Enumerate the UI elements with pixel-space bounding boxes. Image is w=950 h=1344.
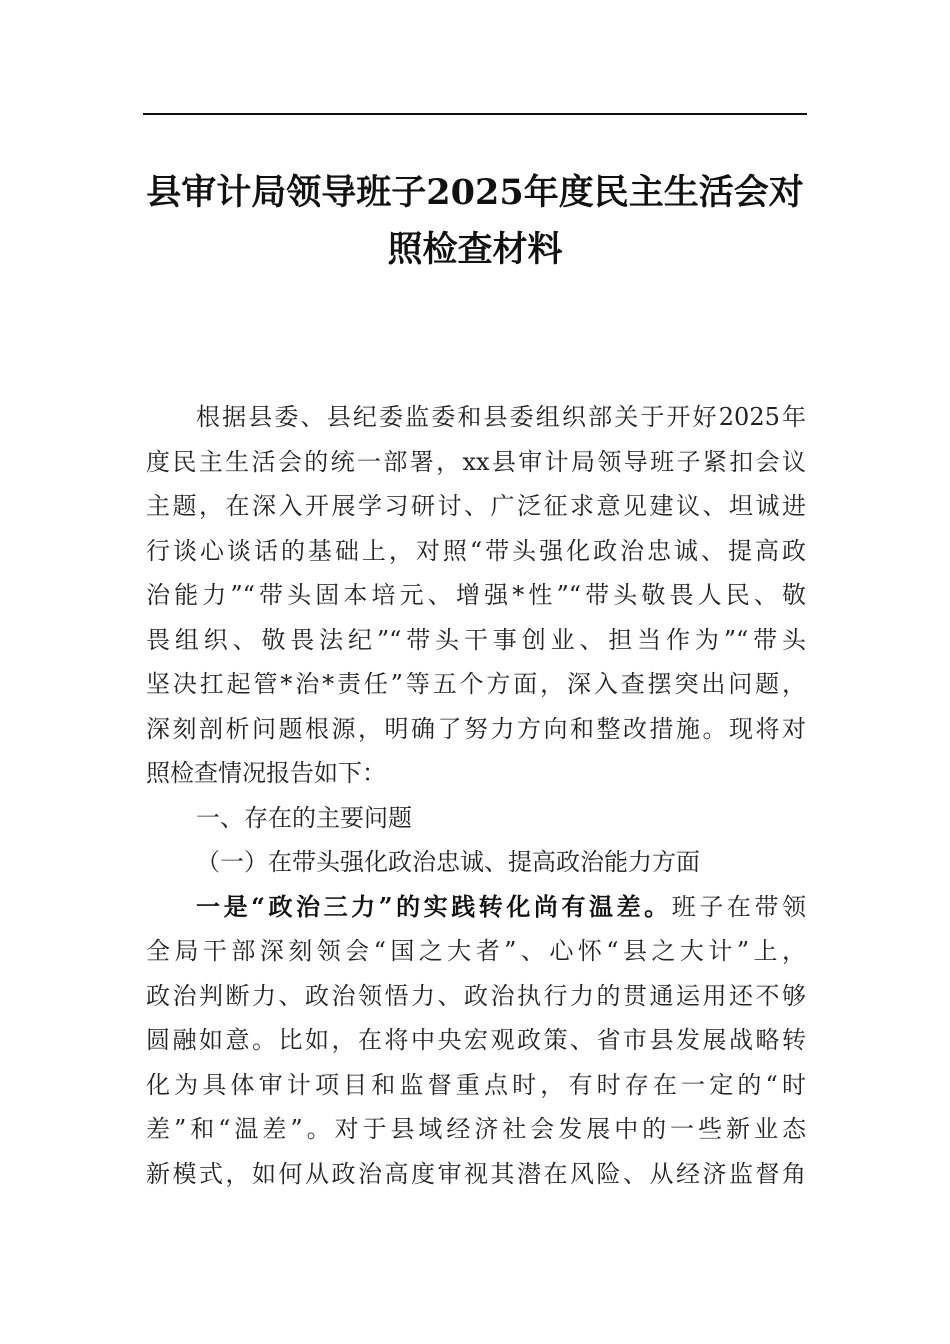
point-lead: 一是“政治三力”的实践转化尚有温差。: [196, 891, 672, 921]
document-title: [100, 164, 850, 278]
paragraph-line: 行谈心谈话的基础上，对照“带头强化政治忠诚、提高政: [146, 536, 806, 565]
paragraph-line: 政治判断力、政治领悟力、政治执行力的贯通运用还不够: [146, 981, 806, 1010]
paragraph-line: 根据县委、县纪委监委和县委组织部关于开好2025年: [196, 403, 806, 431]
paragraph-line: 畏组织、敬畏法纪”“带头干事创业、担当作为”“带头: [146, 625, 806, 654]
point-lead-rest: 班子在带领: [671, 892, 807, 921]
paragraph-line: 差”和“温差”。对于县域经济社会发展中的一些新业态: [146, 1115, 806, 1143]
paragraph-line: 主题，在深入开展学习研讨、广泛征求意见建议、坦诚进: [146, 492, 806, 520]
paragraph-line: 治能力”“带头固本培元、增强*性”“带头敬畏人民、敬: [146, 581, 806, 609]
paragraph-line: 坚决扛起管*治*责任”等五个方面，深入查摆突出问题，: [146, 670, 806, 698]
paragraph-line: 全局干部深刻领会“国之大者”、心怀“县之大计”上，: [146, 937, 806, 965]
paragraph-line: 圆融如意。比如，在将中央宏观政策、省市县发展战略转: [146, 1026, 806, 1054]
paragraph-line: 度民主生活会的统一部署，xx县审计局领导班子紧扣会议: [146, 447, 806, 476]
top-rule: [143, 113, 807, 115]
paragraph-line: 照检查情况报告如下：: [146, 759, 386, 787]
subsection-heading: （一）在带头强化政治忠诚、提高政治能力方面: [196, 848, 700, 876]
document-body: [146, 395, 806, 1196]
title-line-2: 照检查材料: [387, 229, 563, 270]
point-first-line: [146, 885, 806, 930]
paragraph-line: 新模式，如何从政治高度审视其潜在风险、从经济监督角: [146, 1159, 806, 1188]
paragraph-line: 化为具体审计项目和监督重点时，有时存在一定的“时: [146, 1070, 806, 1099]
section-heading: 一、存在的主要问题: [196, 803, 412, 832]
paragraph-line: 深刻剖析问题根源，明确了努力方向和整改措施。现将对: [146, 714, 806, 743]
title-line-1: 县审计局领导班子2025年度民主生活会对: [146, 172, 804, 213]
